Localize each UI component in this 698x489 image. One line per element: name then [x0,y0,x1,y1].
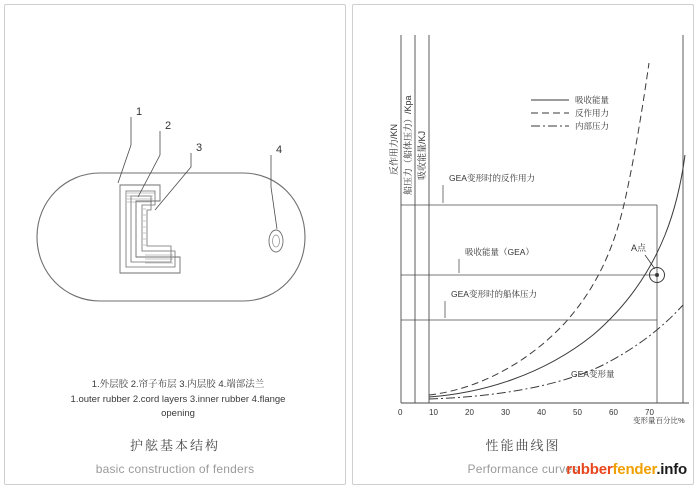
parts-legend [53,378,303,422]
left-caption-cn: 护舷基本结构 [129,438,220,453]
x-tick-3: 30 [501,408,510,417]
y-axis-inner-label: 吸收能量/KJ [417,130,427,180]
right-caption-en: Performance curves [467,462,579,476]
performance-curve-drawing [353,5,693,425]
right-caption-cn: 性能曲线图 [485,438,561,453]
flange-opening [269,230,283,252]
point-a-dot [655,273,659,277]
cord-hatching [127,193,173,263]
legend-label-1: 反作用力 [575,108,610,118]
fender-construction-drawing [5,5,345,405]
curve-reaction-force [429,63,649,395]
callout-2: 2 [165,120,172,132]
inner-rubber-layer [131,196,171,262]
callout-4: 4 [276,144,283,156]
left-figure-panel [4,4,346,485]
right-figure-panel [352,4,694,485]
x-tick-4: 40 [537,408,546,417]
watermark-part-b: fender [612,461,657,478]
watermark-part-a: rubber [566,461,613,478]
legend-label-0: 吸收能量 [575,95,610,105]
y-axis-outer-label: 反作用力/KN [389,123,399,175]
annotation-energy: 吸收能量（GEA） [465,247,534,257]
y-axis-mid-label: 船压力（船体压力）/Kpa [403,95,413,195]
fender-svg [5,5,348,405]
point-a-label: A点 [631,243,647,253]
x-tick-0: 0 [398,408,403,417]
left-caption [5,435,345,476]
site-watermark [566,461,687,478]
x-tick-7: 70 [645,408,654,417]
performance-chart-svg [353,5,696,425]
chart-legend [531,95,610,131]
parts-legend-en: 1.outer rubber 2.cord layers 3.inner rubber 4.flange opening [70,393,286,420]
callout-3: 3 [196,142,203,154]
curve-internal-pressure [429,305,683,399]
x-tick-1: 10 [429,408,438,417]
curve-energy-absorption [429,155,685,397]
watermark-part-c: .info [656,461,687,478]
y-axes [401,35,683,403]
x-tick-labels [398,408,685,425]
annotation-deflection: GEA变形量 [571,369,615,379]
flange-opening-inner [273,235,280,247]
cord-layer [126,191,175,267]
annotation-reaction-force: GEA变形时的反作用力 [449,173,535,183]
parts-legend-cn: 1.外层胶 2.帘子布层 3.内层胶 4.端部法兰 [91,378,265,390]
x-axis-label: 变形量百分比% [633,416,685,425]
left-caption-en: basic construction of fenders [95,462,255,476]
fender-body-outline [37,173,305,301]
chart-annotations [443,173,615,379]
x-tick-6: 60 [609,408,618,417]
x-tick-5: 50 [573,408,582,417]
annotation-hull-pressure: GEA变形时的船体压力 [451,289,537,299]
x-tick-2: 20 [465,408,474,417]
callout-1: 1 [136,106,143,118]
legend-label-2: 内部压力 [575,121,610,131]
